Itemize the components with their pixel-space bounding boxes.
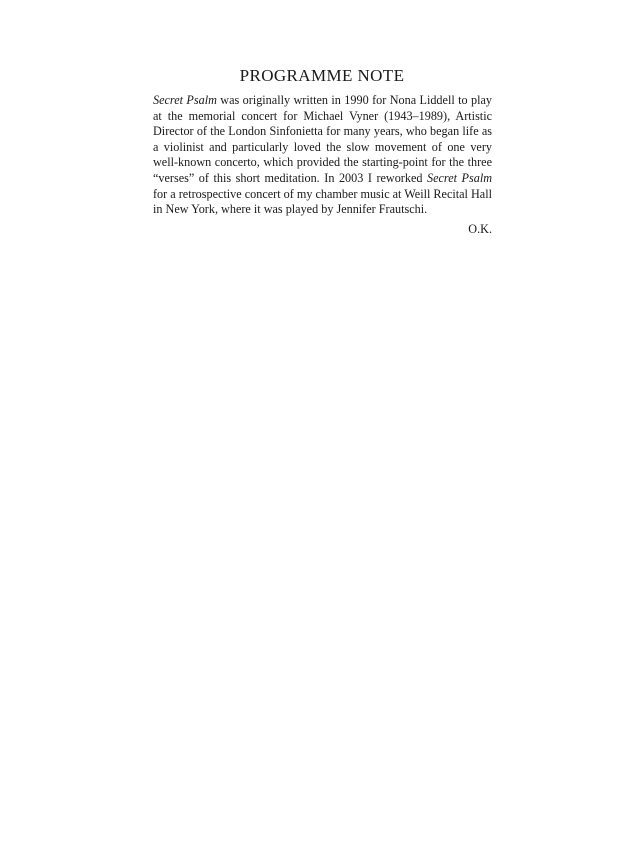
- page-title: PROGRAMME NOTE: [239, 66, 405, 85]
- note-text: was originally written in 1990 for Nona Liddell to play at the memorial concert for Michael Vyner (1943–1989), Artistic Director of the London Sinfonietta for many years, who began life as a violinist and particularly loved the slow movement of one very well-known concerto, which provided the starting-point for the three “verses” of this short meditation. In 2003 I reworked: [153, 93, 492, 185]
- note-text: for a retrospective concert of my chamber music at Weill Recital Hall in New York, where it was played by Jennifer Frautschi.: [153, 186, 492, 217]
- work-title: Secret Psalm: [427, 170, 493, 185]
- work-title: Secret Psalm: [153, 93, 217, 107]
- author-initials: O.K.: [468, 222, 492, 236]
- programme-note-paragraph: [153, 93, 492, 218]
